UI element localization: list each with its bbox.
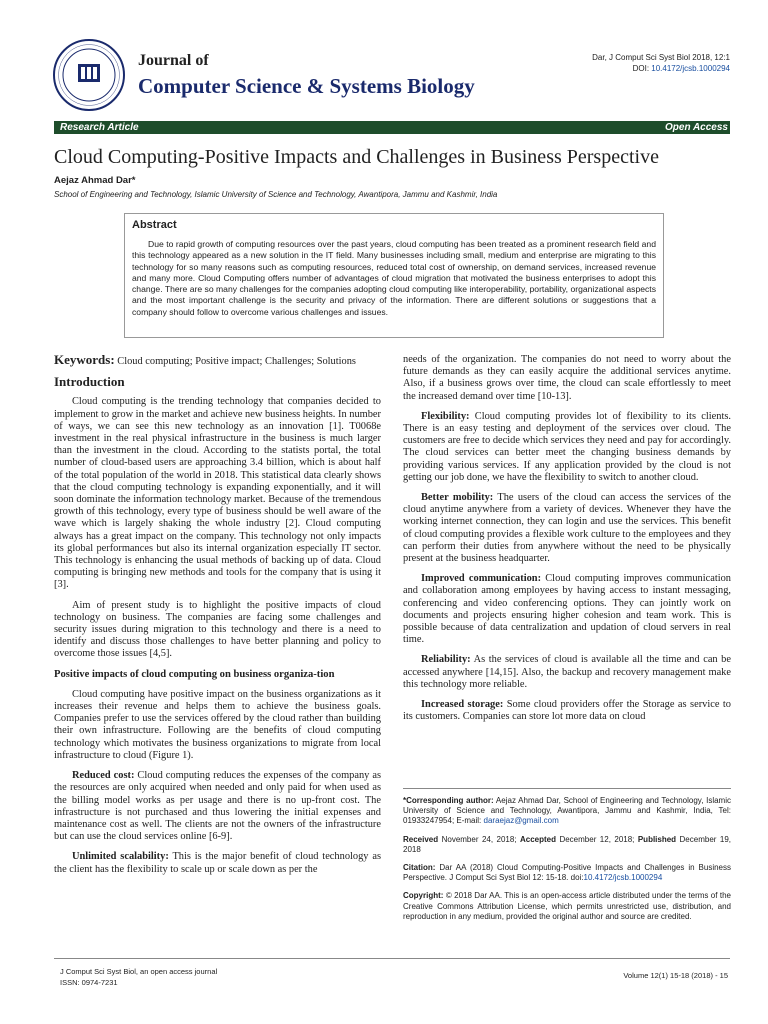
unlimited-scalability-label: Unlimited scalability: [72, 851, 169, 863]
reduced-cost-text: Cloud computing reduces the expenses of the company as the resources are only acquired when needed and only paid for when used as the billing model works as per usage and there is no up-front cost. The infrastructure is not purchased and thus lowering the initial expenses and maintenance cost as well. The clients are not the owners of the infrastructure but can use the cloud services online [6-9]. [54, 770, 381, 843]
accepted-date: December 12, 2018; [556, 834, 638, 844]
article-author: Aejaz Ahmad Dar* [54, 175, 136, 186]
storage-text: Some cloud providers offer the Storage as service to its customers. Companies can store lot more data on cloud [403, 699, 731, 723]
reliability-label: Reliability: [421, 654, 471, 666]
flexibility-text: Cloud computing provides lot of flexibility to its clients. There is an easy testing and deployment of the services over cloud. The customers are free to decide which services they need and pay for accordingly. The cloud services can better meet the changing business demands by providing various services. If any application provided by the cloud is not getting our job done, we have the flexibility to switch to another cloud. [403, 410, 731, 483]
mobility-label: Better mobility: [421, 492, 494, 504]
doi-label: DOI: [632, 64, 652, 73]
copyright-text: © 2018 Dar AA. This is an open-access article distributed under the terms of the Creative Commons Attribution License, which permits unrestricted use, distribution, and reproduction in any medium, provided the original author and source are credited. [403, 891, 731, 921]
author-email-link[interactable]: daraejaz@gmail.com [483, 816, 559, 826]
communication-paragraph [403, 573, 731, 646]
unlimited-scalability-text: This is the major benefit of cloud technology as the client has the flexibility to scale up or scale down as per the [54, 851, 381, 875]
mobility-text: The users of the cloud can access the services of the cloud anytime anywhere from a variety of devices. Whenever they have the working internet connection, they can login and use the services. This benefit of cloud computing provides a flexible work culture to the employees and they can perform their duties from anywhere without the need to be physically present at the business headquarter. [403, 492, 731, 565]
citation-line: Dar, J Comput Sci Syst Biol 2018, 12:1 [592, 53, 730, 62]
continued-paragraph: needs of the organization. The companies do not need to worry about the future demands as they can easily acquire the additional services anytime. Also, if a business grows over time, the cloud can scale effortlessly to meet the increased demand over time [10-13]. [403, 354, 731, 402]
intro-heading: Introduction [54, 374, 125, 390]
left-column [54, 354, 381, 884]
copyright-label: Copyright: [403, 891, 444, 901]
reduced-cost-label: Reduced cost: [72, 770, 135, 782]
published-date: December 19, 2018 [403, 834, 731, 854]
intro-paragraph-1: Cloud computing is the trending technology that companies decided to implement to grow in the market and achieve new business heights. In number of ways, we can see this new technology as an innovation [1]. T0068e investment in the real physical infrastructure in the business is much larger than the investment in the cloud. According to the statists portal, the total number of cloud-based users are approaching 3.4 billion, which is about half of the total population of the world in 2018. This statistical data clearly shows that the cloud computing technology is expanding exponentially, and it will soon dominate the information technology market. Because of the tremendous growth of this technology, every type of business should be well aware of the wave which is largely shaking the whole industry [2]. Cloud computing always has a great impact on the company. This technology not only impacts its global performances but also its internal organization especially IT sector. This technology is enhancing the usual methods of backing up of data. Cloud computing is bringing new methods and tools for the company that is using it [3]. [54, 396, 381, 591]
flexibility-label: Flexibility: [421, 410, 470, 422]
corresponding-author [403, 796, 731, 827]
journal-of-label: Journal of [138, 52, 209, 69]
intro-paragraph-2: Aim of present study is to highlight the positive impacts of cloud technology on business. The companies are facing some challenges and security issues during migration to this technology and there is a need to identify and discuss those challenges to have better planning and policy to overcome those issues [4,5]. [54, 599, 381, 660]
keywords [54, 354, 381, 368]
footer-journal-line: J Comput Sci Syst Biol, an open access journal [60, 967, 218, 976]
storage-label: Increased storage: [421, 699, 504, 711]
footer-divider [54, 958, 730, 959]
citation-header [592, 52, 730, 74]
doi-link[interactable]: 10.4172/jcsb.1000294 [651, 64, 730, 73]
keywords-label: Keywords: [54, 352, 115, 367]
reliability-text: As the services of cloud is available all the time and can be accessed anywhere [14,15]. Also, the backup and recovery management make this technology more reliable. [403, 654, 731, 690]
right-column [403, 354, 731, 731]
journal-name: Computer Science & Systems Biology [138, 74, 475, 98]
positive-impacts-paragraph: Cloud computing have positive impact on the business organizations as it increases their revenue and helps them to achieve the business goals. Companies prefer to use the services offered by the cloud rather than building their own infrastructure. Following are the benefits of cloud computing technology which motivates the business organizations to migrate from local infrastructure to cloud (Figure 1). [54, 688, 381, 761]
received-label: Received [403, 834, 439, 844]
abstract-heading: Abstract [132, 219, 177, 231]
reliability-paragraph [403, 654, 731, 691]
unlimited-scalability-paragraph [54, 851, 381, 875]
reduced-cost-paragraph [54, 770, 381, 843]
article-type-bar [54, 121, 730, 134]
corresponding-author-text: Aejaz Ahmad Dar, School of Engineering and Technology, Islamic University of Science and Technology, Awantipora, Jammu and Kashmir, India, Tel: 01933247954; E-mail: [403, 796, 732, 826]
positive-impacts-heading: Positive impacts of cloud computing on business organiza-tion [54, 668, 335, 680]
dates-line [403, 835, 731, 855]
journal-logo [52, 38, 126, 112]
published-label: Published [637, 834, 677, 844]
storage-paragraph [403, 699, 731, 723]
article-type-label: Research Article [60, 122, 139, 133]
mobility-paragraph [403, 492, 731, 565]
communication-text: Cloud computing improves communication and collaboration among employees by having access to instant messaging, conferencing and video conferencing options. They can jointly work on documents and projects ensuring higher cohesion and team work. This is possible because of data centralization and updation of cloud servers in real time. [403, 573, 732, 646]
received-date: November 24, 2018; [438, 834, 520, 844]
copyright-block [403, 891, 731, 922]
footer-journal-info [60, 966, 217, 988]
citation-text: Dar AA (2018) Cloud Computing-Positive Impacts and Challenges in Business Perspective. J Comput Sci Syst Biol 12: 15-18. doi: [403, 863, 731, 883]
corresponding-author-label: *Corresponding author: [403, 796, 494, 805]
citation-block [403, 863, 731, 883]
flexibility-paragraph [403, 411, 731, 484]
open-access-label: Open Access [665, 122, 728, 133]
correspondence-divider [403, 788, 731, 789]
abstract-text: Due to rapid growth of computing resources over the past years, cloud computing has been treated as a prominent research field and this technology appeared as a new solution in the IT field. Many businesses including small, medium and enterprise are migrating to this technology for so many reasons such as computing resources, reduced total cost of ownership, on demand services, increased revenue and many more. Cloud Computing offers number of advantages of cloud migration that motivated the business enterprises to adopt this change. There are so many challenges for the companies adopting cloud computing like interoperability, portability, organizational aspects and the most important challenge is the security and privacy of the information. There are different solutions or suggestions that a company should follow to overcome various challenges and issues. [132, 239, 656, 317]
accepted-label: Accepted [519, 834, 556, 844]
citation-doi-link[interactable]: 10.4172/jcsb.1000294 [583, 873, 663, 883]
correspondence-block [403, 796, 731, 930]
article-title: Cloud Computing-Positive Impacts and Challenges in Business Perspective [54, 146, 659, 168]
article-affiliation: School of Engineering and Technology, Islamic University of Science and Technology, Awantipora, Jammu and Kashmir, India [54, 190, 498, 199]
citation-label: Citation: [403, 863, 436, 873]
communication-label: Improved communication: [421, 573, 542, 585]
footer-volume-page: Volume 12(1) 15-18 (2018) - 15 [623, 971, 728, 980]
footer-issn: ISSN: 0974-7231 [60, 978, 118, 987]
keywords-text: Cloud computing; Positive impact; Challenges; Solutions [114, 356, 356, 367]
